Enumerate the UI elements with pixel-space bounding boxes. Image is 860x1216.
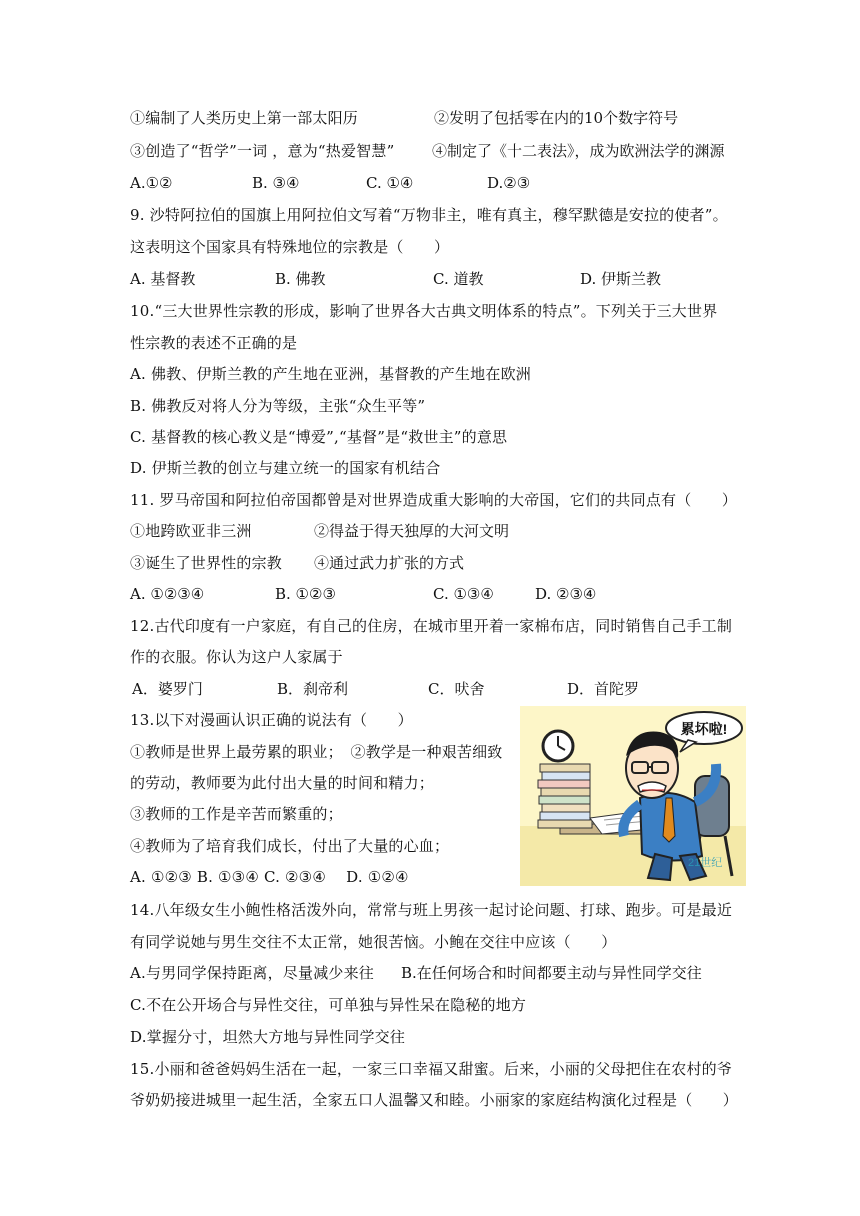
q12-option-a: A．婆罗门: [132, 680, 203, 698]
q15-stem-line-2: 爷奶奶接进城里一起生活，全家五口人温馨又和睦。小丽家的家庭结构演化过程是（ ）: [130, 1091, 739, 1109]
q10-option-a: A. 佛教、伊斯兰教的产生地在亚洲，基督教的产生地在欧洲: [130, 365, 531, 383]
q8-option-a: A.①②: [130, 174, 173, 192]
speech-bubble-text: 累坏啦!: [680, 721, 728, 737]
q10-option-c: C. 基督教的核心教义是“博爱”,“基督”是“救世主”的意思: [130, 428, 508, 446]
q13-stem: 13.以下对漫画认识正确的说法有（ ）: [130, 711, 413, 729]
q8-item-2: ②发明了包括零在内的10个数字符号: [434, 109, 679, 127]
q10-option-b: B. 佛教反对将人分为等级，主张“众生平等”: [130, 397, 426, 415]
q13-options: A. ①②③ B. ①③④ C. ②③④ D. ①②④: [130, 868, 409, 886]
q14-option-a: A.与男同学保持距离，尽量减少来往: [130, 964, 375, 982]
q12-stem-line-2: 作的衣服。你认为这户人家属于: [130, 648, 343, 666]
q13-item-line-3: ③教师的工作是辛苦而繁重的；: [130, 805, 343, 823]
q11-option-c: C. ①③④: [433, 585, 494, 603]
q10-stem-line-1: 10.“三大世界性宗教的形成，影响了世界各大古典文明体系的特点”。下列关于三大世界: [130, 302, 718, 320]
q15-stem-line-1: 15.小丽和爸爸妈妈生活在一起，一家三口幸福又甜蜜。后来，小丽的父母把住在农村的爷: [130, 1060, 733, 1078]
q14-option-b: B.在任何场合和时间都要主动与异性同学交往: [401, 964, 702, 982]
q11-item-2: ②得益于得天独厚的大河文明: [314, 522, 510, 540]
teacher-cartoon-image: [520, 706, 746, 886]
q9-option-d: D. 伊斯兰教: [580, 270, 662, 288]
clock-icon: [543, 731, 573, 761]
q11-option-b: B. ①②③: [275, 585, 336, 603]
q8-item-4: ④制定了《十二表法》，成为欧洲法学的渊源: [432, 142, 725, 160]
q13-item-line-4: ④教师为了培育我们成长，付出了大量的心血；: [130, 837, 450, 855]
q9-option-b: B. 佛教: [275, 270, 326, 288]
q14-option-d: D.掌握分寸，坦然大方地与异性同学交往: [130, 1028, 406, 1046]
q11-item-4: ④通过武力扩张的方式: [314, 554, 465, 572]
q8-item-1: ①编制了人类历史上第一部太阳历: [130, 109, 359, 127]
q8-option-d: D.②③: [487, 174, 531, 192]
q9-stem-line-1: 9. 沙特阿拉伯的国旗上用阿拉伯文写着“万物非主，唯有真主，穆罕默德是安拉的使者”。: [130, 206, 728, 224]
q10-stem-line-2: 性宗教的表述不正确的是: [130, 334, 298, 352]
q8-item-3: ③创造了“哲学”一词 ，意为“热爱智慧”: [130, 142, 395, 160]
cartoon-watermark: 21世纪: [688, 857, 723, 869]
q11-stem: 11. 罗马帝国和阿拉伯帝国都曾是对世界造成重大影响的大帝国，它们的共同点有（ ）: [130, 491, 738, 509]
q14-stem-line-1: 14.八年级女生小鲍性格活泼外向，常常与班上男孩一起讨论问题、打球、跑步。可是最近: [130, 901, 733, 919]
q9-option-c: C. 道教: [433, 270, 484, 288]
book-stack-icon: [538, 764, 592, 828]
q11-option-a: A. ①②③④: [130, 585, 205, 603]
q12-stem-line-1: 12.古代印度有一户家庭，有自己的住房，在城市里开着一家棉布店，同时销售自己手工制: [130, 617, 733, 635]
q8-option-b: B. ③④: [252, 174, 300, 192]
teacher-face: [626, 732, 678, 799]
q11-item-1: ①地跨欧亚非三洲: [130, 522, 252, 540]
q12-option-d: D．首陀罗: [567, 680, 640, 698]
q8-option-c: C. ①④: [366, 174, 414, 192]
q14-option-c: C.不在公开场合与异性交往，可单独与异性呆在隐秘的地方: [130, 996, 527, 1014]
q12-option-c: C．吠舍: [428, 680, 485, 698]
q11-item-3: ③诞生了世界性的宗教: [130, 554, 283, 572]
q13-item-line-1: ①教师是世界上最劳累的职业； ②教学是一种艰苦细致: [130, 743, 503, 761]
q12-option-b: B．刹帝利: [277, 680, 349, 698]
q14-stem-line-2: 有同学说她与男生交往不太正常，她很苦恼。小鲍在交往中应该（ ）: [130, 933, 617, 951]
q9-stem-line-2: 这表明这个国家具有特殊地位的宗教是（ ）: [130, 238, 450, 256]
q9-option-a: A. 基督教: [130, 270, 196, 288]
q11-option-d: D. ②③④: [535, 585, 597, 603]
q13-item-line-2: 的劳动，教师要为此付出大量的时间和精力；: [130, 774, 435, 792]
q10-option-d: D. 伊斯兰教的创立与建立统一的国家有机结合: [130, 459, 441, 477]
